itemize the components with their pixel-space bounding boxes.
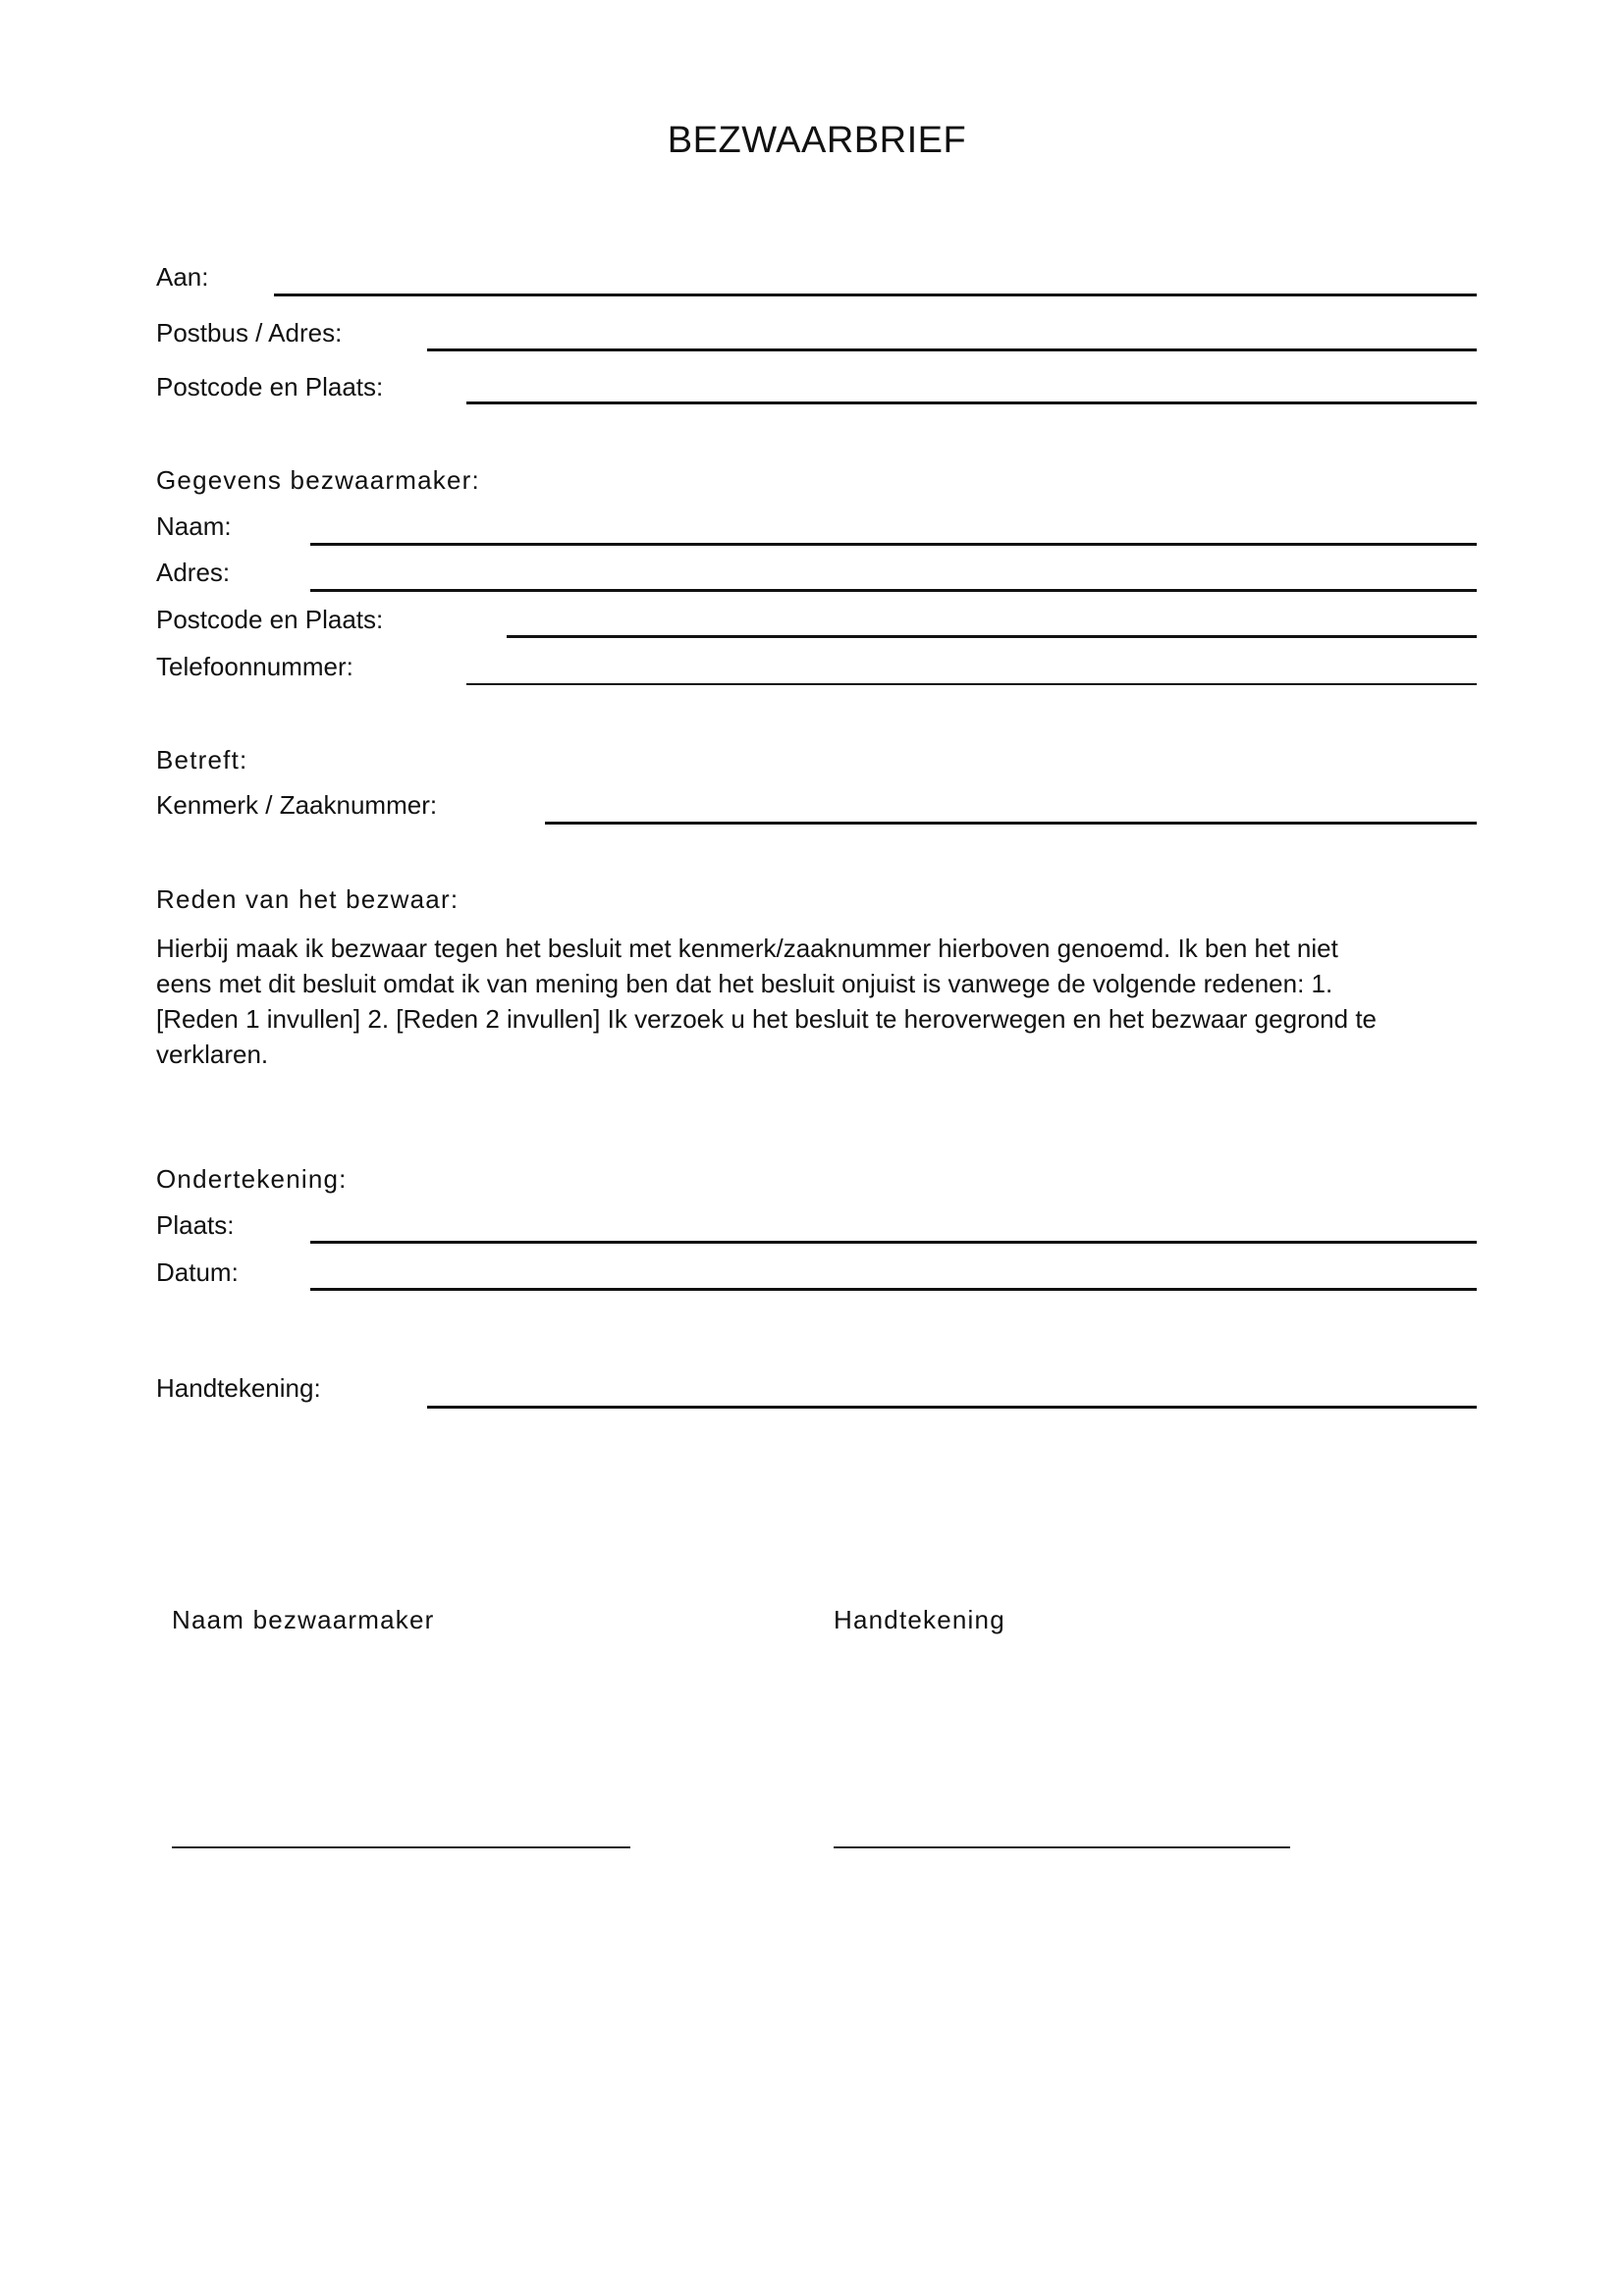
footer-name-label: Naam bezwaarmaker bbox=[172, 1605, 435, 1634]
signature-label: Handtekening: bbox=[156, 1373, 321, 1403]
reason-heading: Reden van het bezwaar: bbox=[156, 884, 460, 914]
recipient-address-fill-line bbox=[427, 348, 1477, 351]
objector-name-fill-line bbox=[310, 543, 1477, 546]
objector-postal-fill-line bbox=[507, 635, 1477, 638]
recipient-address-label: Postbus / Adres: bbox=[156, 318, 343, 347]
date-fill-line bbox=[310, 1288, 1477, 1291]
reference-label: Kenmerk / Zaaknummer: bbox=[156, 790, 438, 820]
objector-address-fill-line bbox=[310, 589, 1477, 592]
document-title: BEZWAARBRIEF bbox=[667, 120, 967, 161]
objector-phone-fill-line bbox=[466, 683, 1477, 685]
objector-name-label: Naam: bbox=[156, 511, 232, 541]
to-fill-line bbox=[274, 294, 1477, 296]
objector-heading: Gegevens bezwaarmaker: bbox=[156, 465, 480, 495]
signature-fill-line bbox=[427, 1406, 1477, 1409]
reason-line: verklaren. bbox=[156, 1040, 269, 1069]
to-label: Aan: bbox=[156, 262, 209, 292]
objector-postal-label: Postcode en Plaats: bbox=[156, 605, 384, 634]
objector-phone-label: Telefoonnummer: bbox=[156, 652, 353, 681]
reason-line: eens met dit besluit omdat ik van mening ben dat het besluit onjuist is vanwege de volgende redenen: 1. bbox=[156, 969, 1333, 998]
footer-name-fill-line bbox=[172, 1846, 630, 1848]
signing-heading: Ondertekening: bbox=[156, 1164, 348, 1194]
recipient-postal-label: Postcode en Plaats: bbox=[156, 372, 384, 401]
footer-signature-fill-line bbox=[834, 1846, 1290, 1848]
place-label: Plaats: bbox=[156, 1210, 235, 1240]
subject-heading: Betreft: bbox=[156, 745, 248, 774]
recipient-postal-fill-line bbox=[466, 401, 1477, 404]
reason-line: Hierbij maak ik bezwaar tegen het besluit met kenmerk/zaaknummer hierboven genoemd. Ik ben het niet bbox=[156, 934, 1338, 963]
date-label: Datum: bbox=[156, 1257, 239, 1287]
reference-fill-line bbox=[545, 822, 1477, 825]
reason-paragraph bbox=[156, 931, 1491, 1072]
reason-line: [Reden 1 invullen] 2. [Reden 2 invullen] Ik verzoek u het besluit te heroverwegen en het bezwaar gegrond te bbox=[156, 1004, 1378, 1034]
objector-address-label: Adres: bbox=[156, 558, 231, 587]
place-fill-line bbox=[310, 1241, 1477, 1244]
footer-signature-label: Handtekening bbox=[834, 1605, 1005, 1634]
